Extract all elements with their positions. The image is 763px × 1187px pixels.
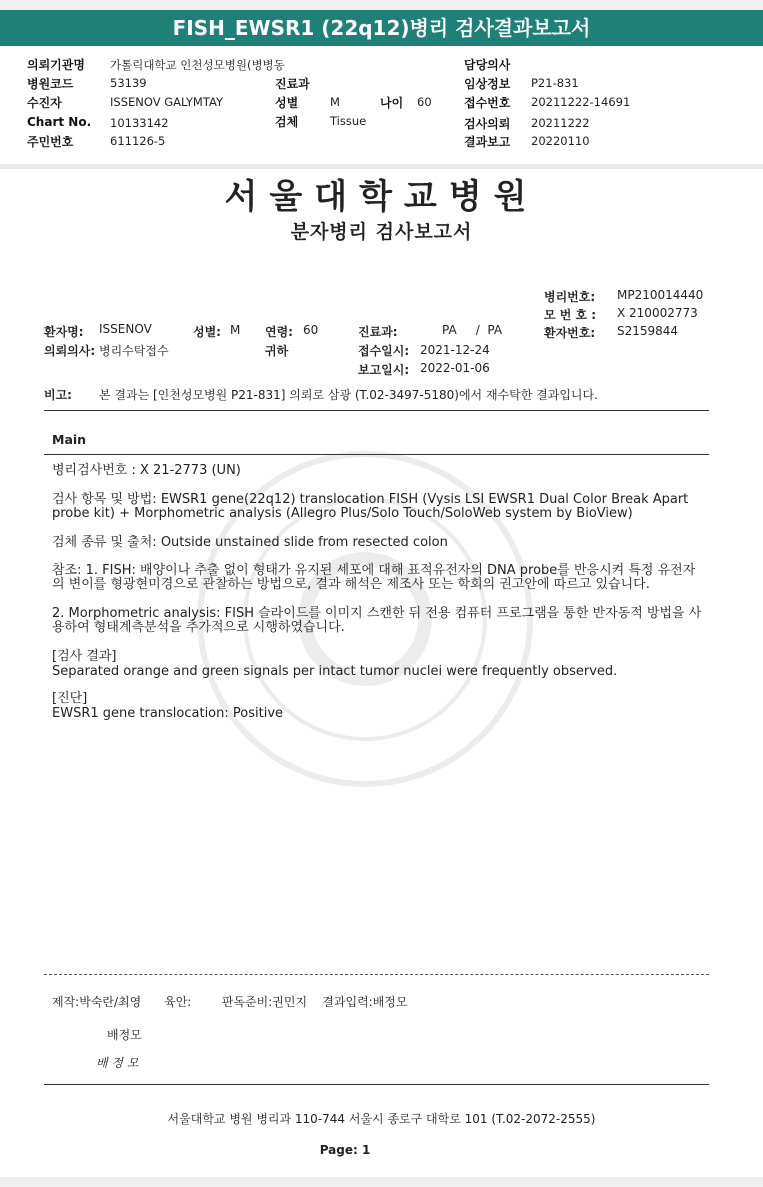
rule <box>44 410 709 411</box>
summary-label: 나이 <box>380 96 404 110</box>
age-label: 연령: <box>265 325 293 339</box>
dept: PA / PA <box>442 323 503 337</box>
report-subtitle: 분자병리 검사보고서 <box>290 221 473 243</box>
dept-label: 진료과: <box>358 325 398 339</box>
report-title: FISH_EWSR1 (22q12)병리 검사결과보고서 <box>0 10 763 46</box>
note-label: 비고: <box>44 388 72 402</box>
dashed-rule <box>44 974 709 975</box>
age: 60 <box>303 323 319 337</box>
summary-label: 검사의뢰 <box>464 117 511 131</box>
summary-label: 병원코드 <box>27 77 74 91</box>
summary-value: 60 <box>417 95 432 109</box>
reference-morphometric: 2. Morphometric analysis: FISH 슬라이드를 이미지 스캔한 뒤 전용 컴퓨터 프로그램을 통한 반자동적 방법을 사용하여 형태계측분석을 추가적으로 시행하였습니다. <box>52 606 702 635</box>
top-strip <box>0 0 763 10</box>
summary-value: 10133142 <box>110 116 169 130</box>
bottom-strip <box>0 1177 763 1187</box>
signer-name: 배정모 <box>107 1028 142 1042</box>
summary-value: M <box>330 95 340 109</box>
received-label: 접수일시: <box>358 344 410 358</box>
summary-label: 임상정보 <box>464 77 511 91</box>
section-main: Main <box>52 432 87 447</box>
to-label: 귀하 <box>265 344 289 358</box>
summary-label: 의뢰기관명 <box>27 58 85 72</box>
rule <box>44 454 709 455</box>
summary-label: 주민번호 <box>27 135 74 149</box>
summary-value: 611126-5 <box>110 134 166 148</box>
result-text: Separated orange and green signals per intact tumor nuclei were frequently observed. <box>52 664 618 679</box>
summary-label: 진료과 <box>275 77 310 91</box>
reference-fish: 참조: 1. FISH: 배양이나 추출 없이 형태가 유지된 세포에 대해 표적유전자의 DNA probe를 반응시켜 특정 유전자의 변이를 형광현미경으로 관찰하는 방법으로, 결과 해석은 제조사 또는 학회의 권고안에 따르고 있습니다. <box>52 563 696 592</box>
patient-name-label: 환자명: <box>44 325 84 339</box>
report-page <box>0 169 763 1177</box>
page-number: Page: 1 <box>319 1143 371 1157</box>
diagnosis-heading: [진단] <box>52 691 88 706</box>
result-heading: [검사 결과] <box>52 649 117 664</box>
sex-label: 성별: <box>193 325 221 339</box>
specimen-no-label: 모 번 호 : <box>544 308 597 322</box>
path-no-label: 병리번호: <box>544 290 596 304</box>
summary-label: 검체 <box>275 115 299 129</box>
summary-value: Tissue <box>330 114 367 128</box>
summary-label: 수진자 <box>27 96 62 110</box>
summary-panel <box>0 46 763 164</box>
summary-value: 20211222 <box>531 116 590 130</box>
doctor: 병리수탁접수 <box>99 344 169 358</box>
rule <box>44 1084 709 1085</box>
path-exam-no: 병리검사번호 : X 21-2773 (UN) <box>52 463 241 478</box>
summary-value: 20220110 <box>531 134 590 148</box>
signature: 배 정 모 <box>96 1056 139 1070</box>
summary-label: 담당의사 <box>464 58 511 72</box>
patient-no: S2159844 <box>617 324 679 338</box>
patient-name: ISSENOV <box>99 322 152 336</box>
summary-label: 성별 <box>275 96 299 110</box>
diagnosis-text: EWSR1 gene translocation: Positive <box>52 706 284 721</box>
path-no: MP210014440 <box>617 288 704 302</box>
summary-label: 결과보고 <box>464 135 511 149</box>
staff-line: 제작:박숙란/최영 육안: 판독준비:권민지 결과입력:배정모 <box>52 995 408 1009</box>
summary-value: ISSENOV GALYMTAY <box>110 95 223 109</box>
test-method: 검사 항목 및 방법: EWSR1 gene(22q12) translocation FISH (Vysis LSI EWSR1 Dual Color Break Apart probe kit) + Morphometric analysis (Allegro Plus/Solo Touch/SoloWeb system by BioView) <box>52 492 689 521</box>
patient-no-label: 환자번호: <box>544 326 596 340</box>
sex: M <box>230 323 241 337</box>
specimen-no: X 210002773 <box>617 306 698 320</box>
received-date: 2021-12-24 <box>420 343 490 357</box>
note: 본 결과는 [인천성모병원 P21-831] 의뢰로 삼광 (T.02-3497-5180)에서 재수탁한 결과입니다. <box>99 388 598 402</box>
reported-label: 보고일시: <box>358 363 410 377</box>
specimen-source: 검체 종류 및 출처: Outside unstained slide from resected colon <box>52 535 448 550</box>
summary-value: 20211222-14691 <box>531 95 631 109</box>
reported-date: 2022-01-06 <box>420 361 490 375</box>
hospital-address: 서울대학교 병원 병리과 110-744 서울시 종로구 대학로 101 (T.02-2072-2555) <box>167 1112 596 1126</box>
summary-label: 접수번호 <box>464 96 511 110</box>
summary-value: 가톨릭대학교 인천성모병원(병병동 <box>110 58 285 72</box>
summary-value: 53139 <box>110 76 147 90</box>
summary-label: Chart No. <box>27 115 92 129</box>
hospital-name: 서울대학교병원 <box>224 177 539 217</box>
summary-value: P21-831 <box>531 76 579 90</box>
doctor-label: 의뢰의사: <box>44 344 96 358</box>
